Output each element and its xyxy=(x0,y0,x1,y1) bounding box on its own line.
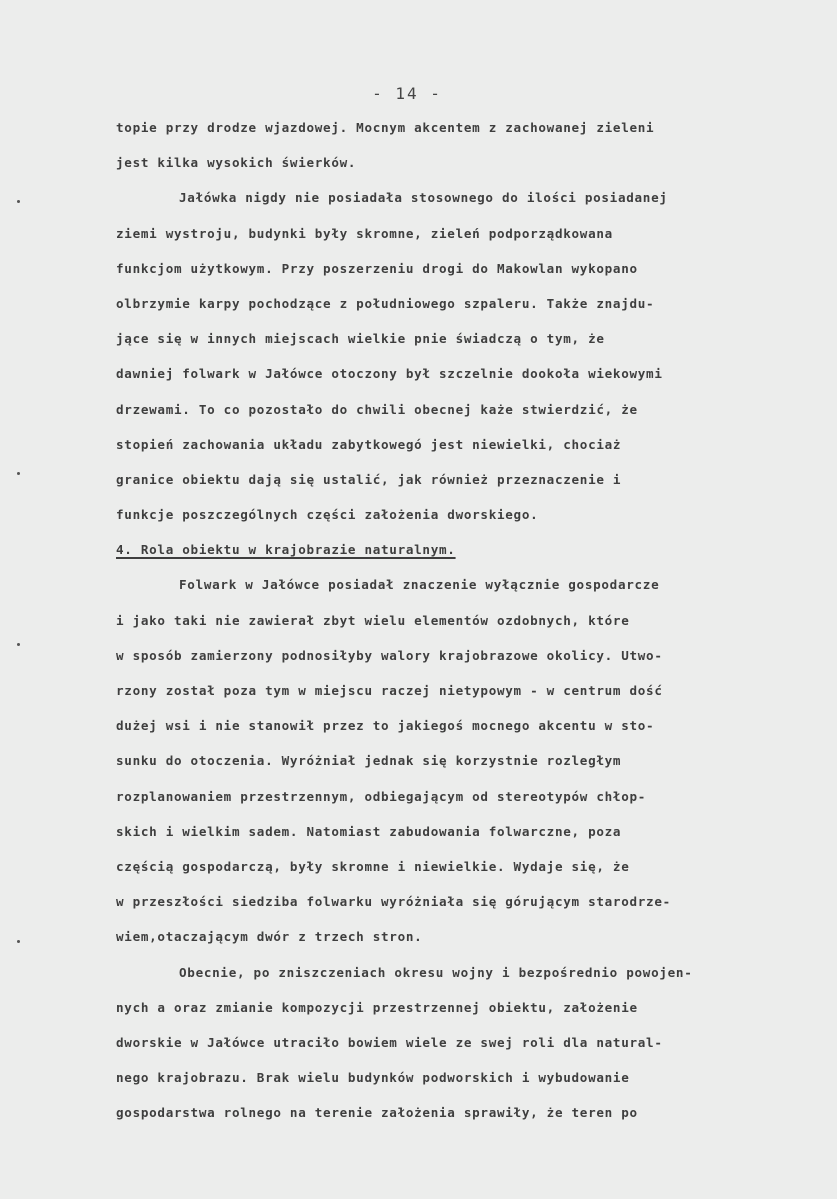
margin-punch-dot xyxy=(17,643,20,646)
text-line: w sposób zamierzony podnosiłyby walory krajobrazowe okolicy. Utwo- xyxy=(116,647,663,663)
text-line: rozplanowaniem przestrzennym, odbiegającym od stereotypów chłop- xyxy=(116,788,647,804)
text-line: funkcje poszczególnych części założenia dworskiego. xyxy=(116,507,539,523)
text-line: wiem,otaczającym dwór z trzech stron. xyxy=(116,929,423,945)
text-line: jest kilka wysokich świerków. xyxy=(116,155,357,171)
text-line: skich i wielkim sadem. Natomiast zabudowania folwarczne, poza xyxy=(116,823,622,839)
text-line: granice obiektu dają się ustalić, jak również przeznaczenie i xyxy=(116,471,622,487)
text-line: dawniej folwark w Jałówce otoczony był szczelnie dookoła wiekowymi xyxy=(116,366,663,382)
margin-punch-dot xyxy=(17,200,20,203)
text-line: nych a oraz zmianie kompozycji przestrzennej obiektu, założenie xyxy=(116,999,638,1015)
text-line: nego krajobrazu. Brak wielu budynków podworskich i wybudowanie xyxy=(116,1070,630,1086)
text-line: Folwark w Jałówce posiadał znaczenie wyłącznie gospodarcze xyxy=(179,577,660,593)
text-line: drzewami. To co pozostało do chwili obecnej każe stwierdzić, że xyxy=(116,401,638,417)
paragraph-3 xyxy=(116,567,816,954)
paragraph-2 xyxy=(116,180,816,532)
text-line: ziemi wystroju, budynki były skromne, zieleń podporządkowana xyxy=(116,225,613,241)
text-line: topie przy drodze wjazdowej. Mocnym akcentem z zachowanej zieleni xyxy=(116,120,655,135)
text-line: Jałówka nigdy nie posiadała stosownego do ilości posiadanej xyxy=(179,190,668,206)
text-line: dworskie w Jałówce utraciło bowiem wiele ze swej roli dla natural- xyxy=(116,1034,663,1050)
margin-punch-dot xyxy=(17,940,20,943)
section-heading-text: 4. Rola obiektu w krajobrazie naturalnym. xyxy=(116,542,456,558)
text-line: rzony został poza tym w miejscu raczej nietypowym - w centrum dość xyxy=(116,683,663,698)
paragraph-1 xyxy=(116,110,816,180)
body-text xyxy=(116,110,816,1130)
paragraph-4 xyxy=(116,955,816,1131)
margin-punch-dot xyxy=(17,472,20,475)
text-line: funkcjom użytkowym. Przy poszerzeniu drogi do Makowlan wykopano xyxy=(116,260,638,276)
text-line: olbrzymie karpy pochodzące z południowego szpaleru. Także znajdu- xyxy=(116,295,655,311)
text-line: częścią gospodarczą, były skromne i niewielkie. Wydaje się, że xyxy=(116,858,630,874)
text-line: sunku do otoczenia. Wyróżniał jednak się korzystnie rozległym xyxy=(116,753,622,769)
text-line: stopień zachowania układu zabytkowegó jest niewielki, chociaż xyxy=(116,436,622,452)
section-heading xyxy=(116,532,816,567)
text-line: dużej wsi i nie stanowił przez to jakiegoś mocnego akcentu w sto- xyxy=(116,718,655,734)
text-line: Obecnie, po zniszczeniach okresu wojny i bezpośrednio powojen- xyxy=(179,964,693,980)
text-line: i jako taki nie zawierał zbyt wielu elementów ozdobnych, które xyxy=(116,612,630,628)
text-line: w przeszłości siedziba folwarku wyróżniała się górującym starodrze- xyxy=(116,894,671,910)
text-line: gospodarstwa rolnego na terenie założenia sprawiły, że teren po xyxy=(116,1105,638,1121)
page-number: - 14 - xyxy=(372,84,442,103)
text-line: jące się w innych miejscach wielkie pnie świadczą o tym, że xyxy=(116,331,605,347)
